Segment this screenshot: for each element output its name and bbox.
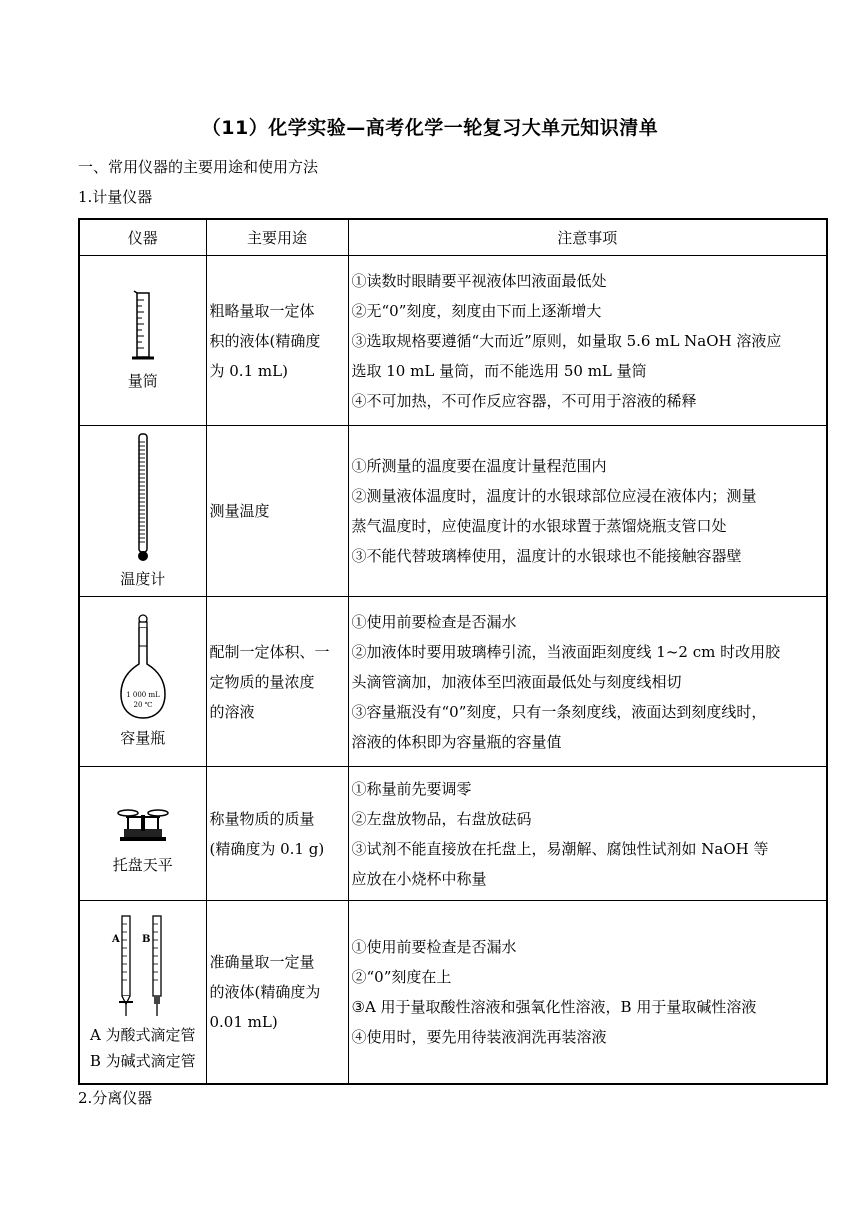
note-line: ③容量瓶没有“0”刻度，只有一条刻度线，液面达到刻度线时， [351,702,767,721]
notes-cell [348,767,827,901]
note-line: 溶液的体积即为容量瓶的容量值 [351,732,562,751]
use-cell [206,426,348,597]
note-line: ②加液体时要用玻璃棒引流，当液面距刻度线 1~2 cm 时改用胶 [351,642,781,661]
note-line: ①称量前先要调零 [351,779,472,798]
use-cell [206,597,348,767]
use-line: 的液体(精确度为 [209,982,321,1001]
subsection-heading: 2.分离仪器 [78,1089,153,1107]
note-line: ③试剂不能直接放在托盘上，易潮解、腐蚀性试剂如 NaOH 等 [351,839,769,858]
volumetric-flask-icon [118,614,168,724]
use-line: 0.01 mL) [209,1012,278,1031]
use-cell [206,901,348,1084]
instrument-name: 温度计 [120,569,166,588]
use-cell [206,767,348,901]
note-line: ④不可加热，不可作反应容器，不可用于溶液的稀释 [351,391,697,410]
burette-icon [108,912,178,1020]
note-line: 蒸气温度时，应使温度计的水银球置于蒸馏烧瓶支管口处 [351,517,727,535]
note-line: ②“0”刻度在上 [351,967,452,986]
note-line: ③不能代替玻璃棒使用，温度计的水银球也不能接触容器壁 [351,547,742,565]
table-row [79,901,827,1084]
instrument-cell [79,597,206,767]
page-title: （11）化学实验—高考化学一轮复习大单元知识清单 [201,117,659,139]
note-line: ①使用前要检查是否漏水 [351,612,517,631]
note-line: ②左盘放物品，右盘放砝码 [351,809,532,828]
note-line: 头滴管滴加，加液体至凹液面最低处与刻度线相切 [351,672,682,691]
notes-cell [348,901,827,1084]
note-line: ①读数时眼睛要平视液体凹液面最低处 [351,271,607,290]
burette-b-label: B [141,933,151,945]
use-line: 准确量取一定量 [209,952,315,971]
column-header-use: 主要用途 [206,219,348,256]
note-line: ①所测量的温度要在温度计量程范围内 [351,457,607,475]
table-row [79,256,827,426]
column-header-instrument: 仪器 [79,219,206,256]
instrument-name: B 为碱式滴定管 [89,1051,196,1070]
note-line: 选取 10 mL 量筒，而不能选用 50 mL 量筒 [351,361,647,380]
notes-cell [348,256,827,426]
instrument-cell [79,901,206,1084]
balance-scale-icon [116,799,170,843]
instrument-cell [79,426,206,597]
table-row [79,597,827,767]
graduated-cylinder-icon [128,290,158,366]
note-line: ②测量液体温度时，温度计的水银球部位应浸在液体内；测量 [351,487,757,505]
burette-a-label: A [111,933,120,945]
table-header-row [79,219,827,256]
use-line: 称量物质的质量 [209,809,315,828]
use-line: 测量温度 [209,502,270,520]
use-line: 粗略量取一定体 [209,301,315,320]
instrument-cell [79,767,206,901]
instrument-name: 量筒 [127,371,158,390]
use-cell [206,256,348,426]
note-line: ③选取规格要遵循“大而近”原则，如量取 5.6 mL NaOH 溶液应 [351,331,782,350]
note-line: 应放在小烧杯中称量 [351,869,487,888]
note-line: ②无“0”刻度，刻度由下而上逐渐增大 [351,301,602,320]
use-line: (精确度为 0.1 g) [209,839,325,858]
use-line: 的溶液 [209,702,255,721]
instrument-name: 托盘天平 [112,855,173,874]
note-line: ③A 用于量取酸性溶液和强氧化性溶液，B 用于量取碱性溶液 [351,997,757,1016]
column-header-notes: 注意事项 [348,219,827,256]
thermometer-icon [133,432,153,564]
use-line: 定物质的量浓度 [209,672,315,691]
instrument-table [78,218,828,1085]
note-line: ④使用时，要先用待装液润洗再装溶液 [351,1027,607,1046]
note-line: ①使用前要检查是否漏水 [351,937,517,956]
flask-capacity-label: 1 000 mL [125,690,160,699]
use-line: 积的液体(精确度 [209,331,321,350]
use-line: 为 0.1 mL) [209,361,288,380]
section-heading: 一、常用仪器的主要用途和使用方法 [78,158,319,176]
use-line: 配制一定体积、一 [209,642,330,661]
table-row [79,767,827,901]
instrument-name: 容量瓶 [120,728,166,747]
subsection-heading: 1.计量仪器 [78,188,153,206]
instrument-cell [79,256,206,426]
instrument-name: A 为酸式滴定管 [89,1025,196,1044]
table-row [79,426,827,597]
notes-cell [348,597,827,767]
notes-cell [348,426,827,597]
flask-temperature-label: 20 ℃ [133,700,153,709]
